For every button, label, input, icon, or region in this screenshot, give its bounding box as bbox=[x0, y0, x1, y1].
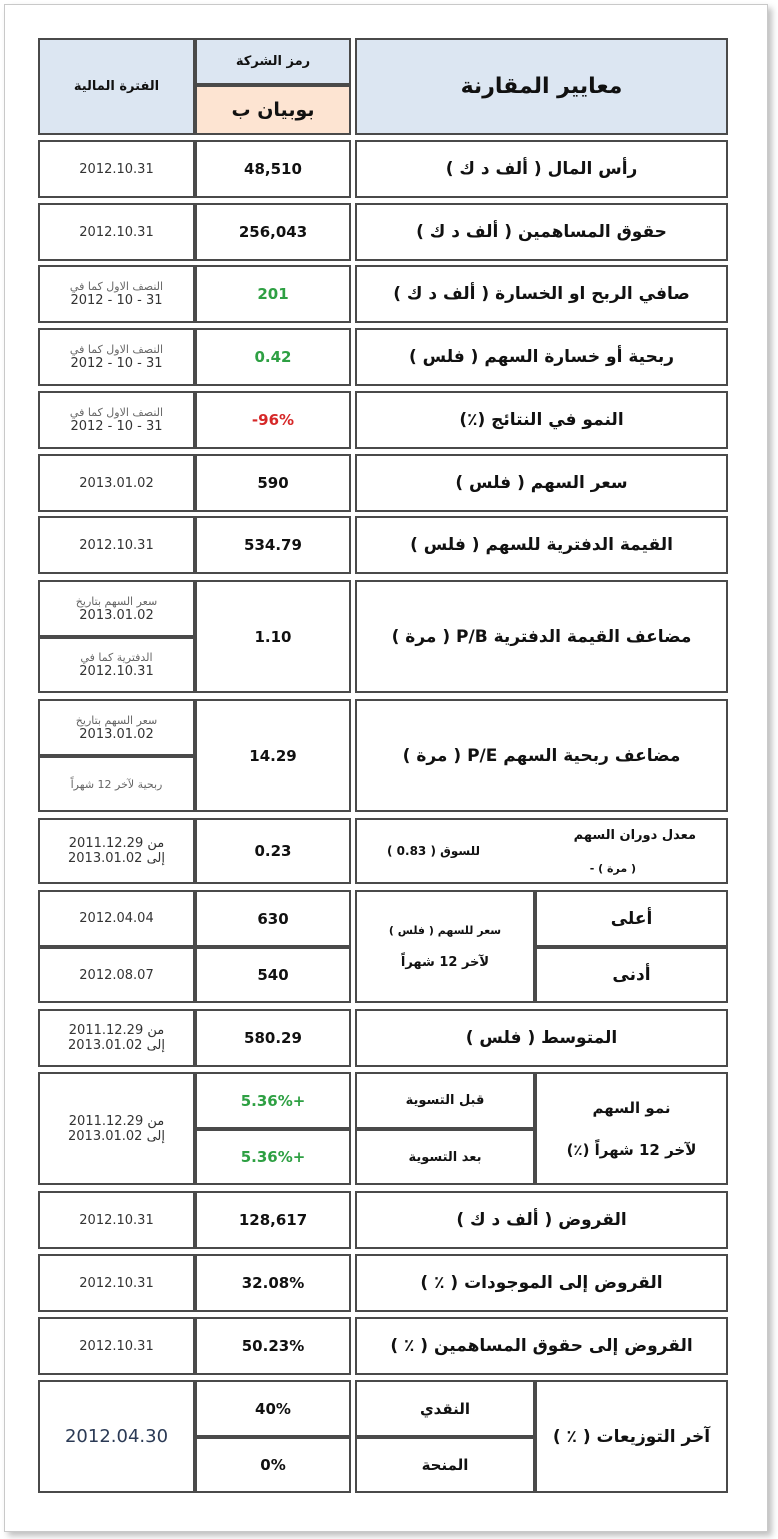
pb-date1: 2013.01.02 bbox=[79, 607, 154, 623]
pb-date2: 2012.10.31 bbox=[79, 664, 154, 679]
net-profit-date-cell bbox=[38, 265, 195, 323]
loans-equity-date: 2012.10.31 bbox=[79, 1338, 154, 1354]
high-label-cell bbox=[535, 890, 728, 947]
loans-label-cell bbox=[355, 1191, 728, 1249]
loans-assets-value-cell bbox=[195, 1254, 351, 1312]
high-value-cell bbox=[195, 890, 351, 947]
loans-date-cell bbox=[38, 1191, 195, 1249]
after-label-cell bbox=[355, 1129, 535, 1185]
book-value-date-cell bbox=[38, 516, 195, 574]
low-date: 2012.08.07 bbox=[79, 967, 154, 983]
capital-value-cell bbox=[195, 140, 351, 198]
bonus-value: 0% bbox=[260, 1456, 286, 1474]
high-date: 2012.04.04 bbox=[79, 911, 154, 926]
net-profit-label-cell bbox=[355, 265, 728, 323]
average-from: من 2011.12.29 bbox=[68, 1023, 165, 1038]
after-label: بعد التسوية bbox=[408, 1149, 482, 1165]
stock-growth-label1: نمو السهم bbox=[592, 1098, 671, 1117]
low-value: 540 bbox=[257, 966, 289, 984]
header-symbol-value bbox=[195, 85, 351, 135]
loans-assets-label: القروض إلى الموجودات ( ٪ ) bbox=[420, 1273, 663, 1293]
growth-note: النصف الاول كما في bbox=[69, 406, 164, 419]
pb-note2: الدفترية كما في bbox=[80, 651, 153, 664]
capital-date-cell bbox=[38, 140, 195, 198]
loans-assets-label-cell bbox=[355, 1254, 728, 1312]
price-label: سعر السهم ( فلس ) bbox=[455, 473, 628, 493]
high-value: 630 bbox=[257, 909, 289, 928]
low-label-cell bbox=[535, 947, 728, 1003]
turnover-value: 0.23 bbox=[254, 842, 292, 860]
header-criteria bbox=[355, 38, 728, 135]
pe-label-cell bbox=[355, 699, 728, 812]
eps-value: 0.42 bbox=[254, 348, 292, 366]
cash-value-cell bbox=[195, 1380, 351, 1437]
stock-growth-label-cell bbox=[535, 1072, 728, 1185]
dividends-label: آخر التوزيعات ( ٪ ) bbox=[552, 1426, 711, 1447]
average-value: 580.29 bbox=[244, 1029, 302, 1047]
book-value-label-cell bbox=[355, 516, 728, 574]
price-date-cell bbox=[38, 454, 195, 512]
pe-date1-cell bbox=[38, 699, 195, 756]
average-value-cell bbox=[195, 1009, 351, 1067]
loans-label: القروض ( ألف د ك ) bbox=[456, 1210, 627, 1230]
before-value: 5.36%+ bbox=[240, 1091, 306, 1110]
pe-date2-cell bbox=[38, 756, 195, 812]
average-date-cell bbox=[38, 1009, 195, 1067]
book-value-value-cell bbox=[195, 516, 351, 574]
turnover-date-cell bbox=[38, 818, 195, 884]
loans-equity-value-cell bbox=[195, 1317, 351, 1375]
loans-equity-label-cell bbox=[355, 1317, 728, 1375]
header-symbol-label bbox=[195, 38, 351, 85]
growth-label-cell bbox=[355, 391, 728, 449]
turnover-from: من 2011.12.29 bbox=[68, 836, 165, 851]
pb-label: مضاعف القيمة الدفترية P/B ( مرة ) bbox=[391, 626, 692, 647]
loans-assets-value: 32.08% bbox=[241, 1274, 305, 1292]
equity-label: حقوق المساهمين ( ألف د ك ) bbox=[416, 222, 667, 242]
low-date-cell bbox=[38, 947, 195, 1003]
turnover-label3: ( مرة ) - bbox=[589, 862, 636, 875]
dividends-date-cell bbox=[38, 1380, 195, 1493]
loans-assets-date: 2012.10.31 bbox=[79, 1275, 154, 1291]
growth-value: -96% bbox=[251, 411, 295, 429]
growth-date-cell bbox=[38, 391, 195, 449]
pe-value: 14.29 bbox=[249, 746, 297, 765]
growth-label: النمو في النتائج (٪) bbox=[459, 410, 624, 430]
book-value-value: 534.79 bbox=[244, 536, 302, 554]
loans-equity-label: القروض إلى حقوق المساهمين ( ٪ ) bbox=[390, 1336, 693, 1356]
turnover-label1: معدل دوران السهم bbox=[573, 828, 696, 843]
book-value-label: القيمة الدفترية للسهم ( فلس ) bbox=[410, 535, 673, 555]
loans-equity-date-cell bbox=[38, 1317, 195, 1375]
pb-value-cell bbox=[195, 580, 351, 693]
header-period bbox=[38, 38, 195, 135]
loans-equity-value: 50.23% bbox=[241, 1337, 305, 1355]
pb-note1: سعر السهم بتاريخ bbox=[75, 594, 158, 608]
pe-label: مضاعف ربحية السهم P/E ( مرة ) bbox=[402, 745, 681, 766]
capital-date: 2012.10.31 bbox=[79, 161, 154, 177]
net-profit-value: 201 bbox=[257, 285, 289, 303]
period-label: الفترة المالية bbox=[73, 79, 160, 94]
eps-value-cell bbox=[195, 328, 351, 386]
price-value: 590 bbox=[257, 474, 289, 492]
loans-assets-date-cell bbox=[38, 1254, 195, 1312]
bonus-label-cell bbox=[355, 1437, 535, 1493]
eps-note: النصف الاول كما في bbox=[69, 343, 164, 356]
capital-value: 48,510 bbox=[244, 160, 302, 178]
low-value-cell bbox=[195, 947, 351, 1003]
growth-value-cell bbox=[195, 391, 351, 449]
net-profit-label: صافي الربح او الخسارة ( ألف د ك ) bbox=[393, 284, 690, 304]
eps-label: ربحية أو خسارة السهم ( فلس ) bbox=[408, 347, 675, 367]
high-low-group-cell bbox=[355, 890, 535, 1003]
pe-note1: سعر السهم بتاريخ bbox=[75, 713, 158, 727]
bonus-label: المنحة bbox=[421, 1456, 469, 1474]
stock-growth-from: من 2011.12.29 bbox=[68, 1113, 165, 1129]
average-label: المتوسط ( فلس ) bbox=[465, 1028, 618, 1048]
equity-value: 256,043 bbox=[238, 223, 308, 241]
pe-date1: 2013.01.02 bbox=[79, 726, 154, 742]
stock-growth-to: إلى 2013.01.02 bbox=[68, 1128, 165, 1144]
equity-value-cell bbox=[195, 203, 351, 261]
turnover-label2: للسوق ( 0.83 ) bbox=[387, 844, 480, 858]
pb-value: 1.10 bbox=[254, 627, 292, 646]
price-date: 2013.01.02 bbox=[79, 475, 154, 491]
high-low-group1: سعر للسهم ( فلس ) bbox=[388, 923, 502, 937]
low-label: أدنى bbox=[612, 965, 651, 985]
book-value-date: 2012.10.31 bbox=[79, 537, 154, 553]
stock-growth-date-cell bbox=[38, 1072, 195, 1185]
eps-date: 2012 - 10 - 31 bbox=[70, 356, 163, 371]
before-label: قبل التسوية bbox=[405, 1093, 485, 1108]
before-value-cell bbox=[195, 1072, 351, 1129]
pb-date2-cell bbox=[38, 637, 195, 693]
high-date-cell bbox=[38, 890, 195, 947]
before-label-cell bbox=[355, 1072, 535, 1129]
criteria-title: معايير المقارنة bbox=[460, 74, 623, 99]
high-low-group2: لآخر 12 شهراً bbox=[400, 954, 490, 970]
net-profit-note: النصف الاول كما في bbox=[69, 280, 164, 293]
after-value: 5.36%+ bbox=[240, 1148, 306, 1166]
capital-label: رأس المال ( ألف د ك ) bbox=[445, 159, 638, 179]
cash-label-cell bbox=[355, 1380, 535, 1437]
average-to: إلى 2013.01.02 bbox=[68, 1038, 165, 1053]
eps-date-cell bbox=[38, 328, 195, 386]
cash-label: النقدي bbox=[419, 1399, 471, 1418]
net-profit-date: 2012 - 10 - 31 bbox=[70, 293, 163, 308]
price-value-cell bbox=[195, 454, 351, 512]
eps-label-cell bbox=[355, 328, 728, 386]
loans-date: 2012.10.31 bbox=[79, 1212, 154, 1228]
turnover-value-cell bbox=[195, 818, 351, 884]
turnover-label-cell bbox=[355, 818, 728, 884]
high-label: أعلى bbox=[610, 908, 653, 929]
pb-date1-cell bbox=[38, 580, 195, 637]
capital-label-cell bbox=[355, 140, 728, 198]
pe-value-cell bbox=[195, 699, 351, 812]
loans-value-cell bbox=[195, 1191, 351, 1249]
bonus-value-cell bbox=[195, 1437, 351, 1493]
dividends-date: 2012.04.30 bbox=[64, 1426, 169, 1447]
symbol-label: رمز الشركة bbox=[235, 54, 311, 69]
symbol-value: بوبيان ب bbox=[231, 99, 315, 121]
cash-value: 40% bbox=[255, 1399, 291, 1418]
loans-value: 128,617 bbox=[238, 1211, 308, 1229]
equity-date-cell bbox=[38, 203, 195, 261]
average-label-cell bbox=[355, 1009, 728, 1067]
equity-label-cell bbox=[355, 203, 728, 261]
stock-growth-label2: لآخر 12 شهراً (٪) bbox=[566, 1140, 697, 1159]
pe-note2: ربحية لآخر 12 شهراً bbox=[70, 777, 163, 791]
growth-date: 2012 - 10 - 31 bbox=[70, 419, 163, 434]
dividends-label-cell bbox=[535, 1380, 728, 1493]
after-value-cell bbox=[195, 1129, 351, 1185]
price-label-cell bbox=[355, 454, 728, 512]
net-profit-value-cell bbox=[195, 265, 351, 323]
pb-label-cell bbox=[355, 580, 728, 693]
turnover-to: إلى 2013.01.02 bbox=[68, 851, 165, 866]
equity-date: 2012.10.31 bbox=[79, 224, 154, 240]
